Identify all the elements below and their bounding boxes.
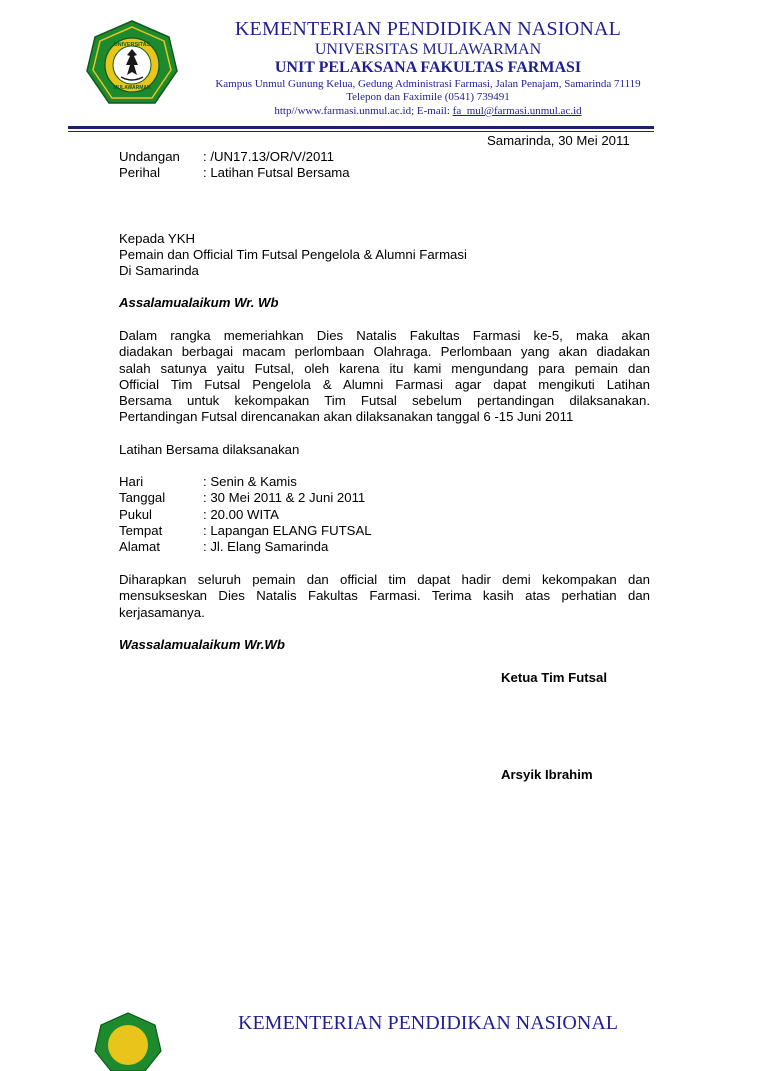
- paragraph-invitation: [119, 328, 650, 426]
- signer-name: Arsyik Ibrahim: [501, 767, 593, 782]
- paragraph-line: Pertandingan Futsal direncanakan akan dilaksanakan tanggal 6 -15 Juni 2011: [119, 409, 574, 425]
- schedule-label: Tempat: [119, 523, 163, 538]
- email-link[interactable]: fa_mul@farmasi.unmul.ac.id: [452, 105, 582, 117]
- meta-value: : Latihan Futsal Bersama: [203, 165, 350, 180]
- schedule-value: : 20.00 WITA: [203, 507, 279, 522]
- university-logo: [85, 19, 179, 109]
- unit-title: UNIT PELAKSANA FAKULTAS FARMASI: [274, 59, 582, 76]
- recipient-line: Pemain dan Official Tim Futsal Pengelola & Alumni Farmasi: [119, 247, 467, 262]
- signer-title: Ketua Tim Futsal: [501, 670, 608, 685]
- schedule-value: : Jl. Elang Samarinda: [203, 539, 329, 554]
- next-page-ministry-title: KEMENTERIAN PENDIDIKAN NASIONAL: [238, 1012, 618, 1034]
- meta-label: Undangan: [119, 149, 180, 164]
- paragraph-line: Bersama untuk kekompakan Tim Futsal sebelum pertandingan dilaksanakan.: [119, 393, 650, 409]
- contact-line: [186, 105, 670, 117]
- paragraph-line: salah satunya yaitu Futsal, oleh karena itu kami mengundang para pemain dan: [119, 360, 650, 376]
- schedule-label: Pukul: [119, 507, 152, 522]
- schedule-value: : Senin & Kamis: [203, 474, 297, 489]
- phone-line: Telepon dan Faximile (0541) 739491: [346, 91, 510, 103]
- university-title: UNIVERSITAS MULAWARMAN: [314, 41, 542, 58]
- schedule-intro: Latihan Bersama dilaksanakan: [119, 442, 300, 457]
- schedule-value: : 30 Mei 2011 & 2 Juni 2011: [203, 490, 366, 505]
- ministry-title: KEMENTERIAN PENDIDIKAN NASIONAL: [234, 18, 622, 40]
- website-text: http//www.farmasi.unmul.ac.id; E-mail:: [274, 105, 453, 117]
- closing-salutation: Wassalamualaikum Wr.Wb: [119, 637, 285, 652]
- paragraph-line: kerjasamanya.: [119, 604, 205, 620]
- header-divider-thin: [68, 131, 654, 132]
- letter-date: Samarinda, 30 Mei 2011: [487, 133, 630, 148]
- schedule-label: Tanggal: [119, 490, 166, 505]
- schedule-label: Alamat: [119, 539, 161, 554]
- schedule-label: Hari: [119, 474, 144, 489]
- meta-label: Perihal: [119, 165, 161, 180]
- greeting: Assalamualaikum Wr. Wb: [119, 295, 279, 310]
- paragraph-line: mensukseskan Dies Natalis Fakultas Farmasi. Terima kasih atas perhatian dan: [119, 588, 650, 604]
- next-page-logo: [93, 1011, 163, 1071]
- logo-bottom-text: MULAWARMAN: [113, 85, 151, 91]
- paragraph-line: Official Tim Futsal Pengelola & Alumni Farmasi agar dapat mengikuti Latihan: [119, 376, 650, 392]
- header-divider-thick: [68, 126, 654, 129]
- paragraph-line: Dalam rangka memeriahkan Dies Natalis Fakultas Farmasi ke-5, maka akan: [119, 328, 650, 343]
- paragraph-line: diadakan berbagai macam perlombaan Olahraga. Perlombaan yang akan diadakan: [119, 344, 650, 360]
- recipient-line: Kepada YKH: [119, 231, 196, 246]
- meta-value: : /UN17.13/OR/V/2011: [203, 149, 334, 164]
- schedule-value: : Lapangan ELANG FUTSAL: [203, 523, 372, 538]
- paragraph-closing: [119, 572, 650, 621]
- logo-top-text: UNIVERSITAS: [113, 42, 151, 48]
- address-line: Kampus Unmul Gunung Kelua, Gedung Administrasi Farmasi, Jalan Penajam, Samarinda 71119: [215, 78, 641, 90]
- paragraph-line: Diharapkan seluruh pemain dan official tim dapat hadir demi kekompakan dan: [119, 572, 650, 587]
- recipient-line: Di Samarinda: [119, 263, 199, 278]
